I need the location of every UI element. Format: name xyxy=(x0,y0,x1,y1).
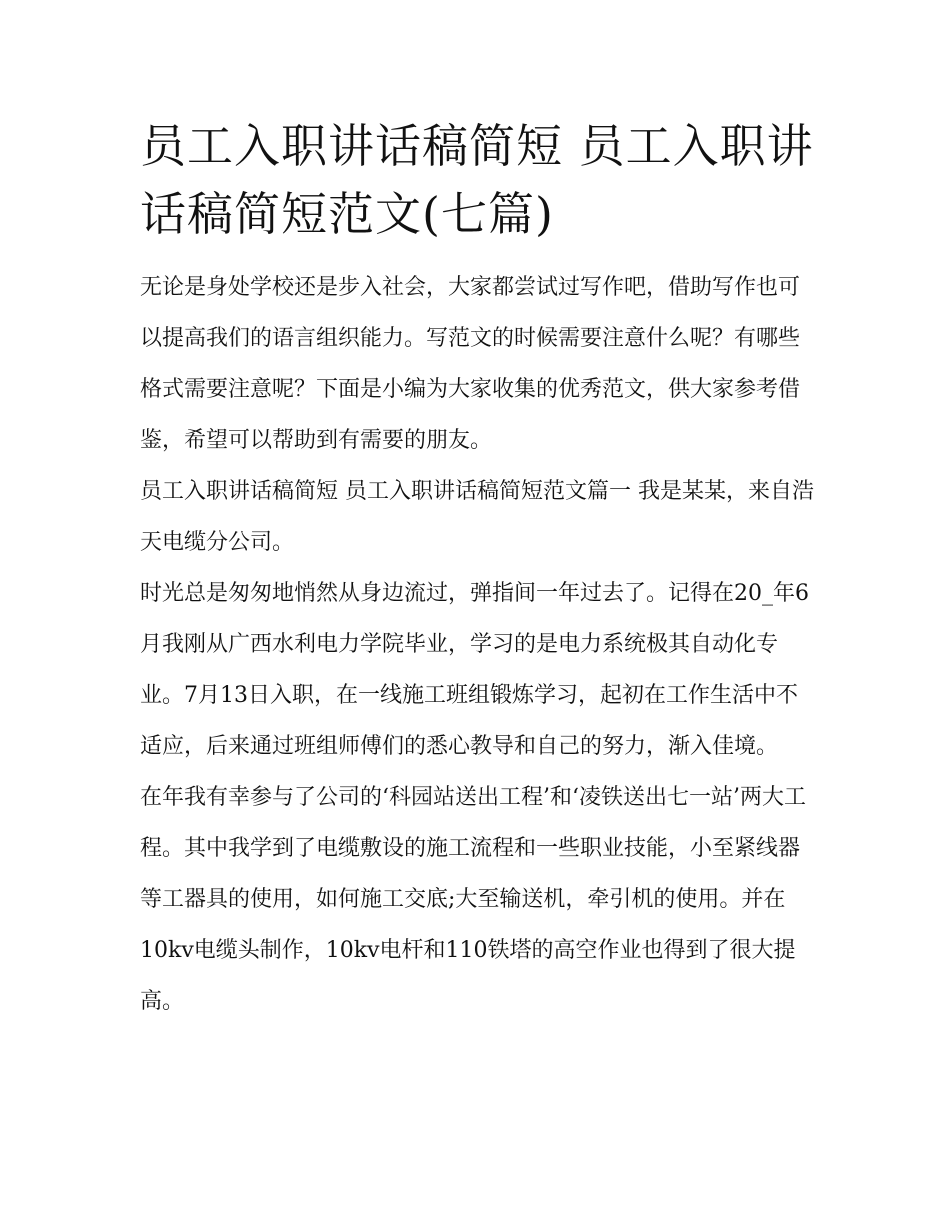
document-body xyxy=(140,112,815,1027)
paragraph-projects: 在年我有幸参与了公司的‘科园站送出工程’和‘凌铁送出七一站’两大工程。其中我学到了电缆敷设的施工流程和一些职业技能，小至紧线器等工器具的使用，如何施工交底;大至输送机，牵引机的使用。并在10kv电缆头制作，10kv电杆和110铁塔的高空作业也得到了很大提高。 xyxy=(140,785,806,1014)
paragraph-intro: 无论是身处学校还是步入社会，大家都尝试过写作吧，借助写作也可以提高我们的语言组织能力。写范文的时候需要注意什么呢？有哪些格式需要注意呢？下面是小编为大家收集的优秀范文，供大家参考借鉴，希望可以帮助到有需要的朋友。 xyxy=(140,275,801,453)
paragraph-first-year: 时光总是匆匆地悄然从身边流过，弹指间一年过去了。记得在20_年6月我刚从广西水利电力学院毕业，学习的是电力系统极其自动化专业。7月13日入职，在一线施工班组锻炼学习，起初在工作生活中不适应，后来通过班组师傅们的悉心教导和自己的努力，渐入佳境。 xyxy=(140,581,809,759)
paragraph-speech-opening: 员工入职讲话稿简短 员工入职讲话稿简短范文篇一 我是某某，来自浩天电缆分公司。 xyxy=(140,479,814,555)
document-title: 员工入职讲话稿简短 员工入职讲话稿简短范文(七篇) xyxy=(140,119,814,241)
